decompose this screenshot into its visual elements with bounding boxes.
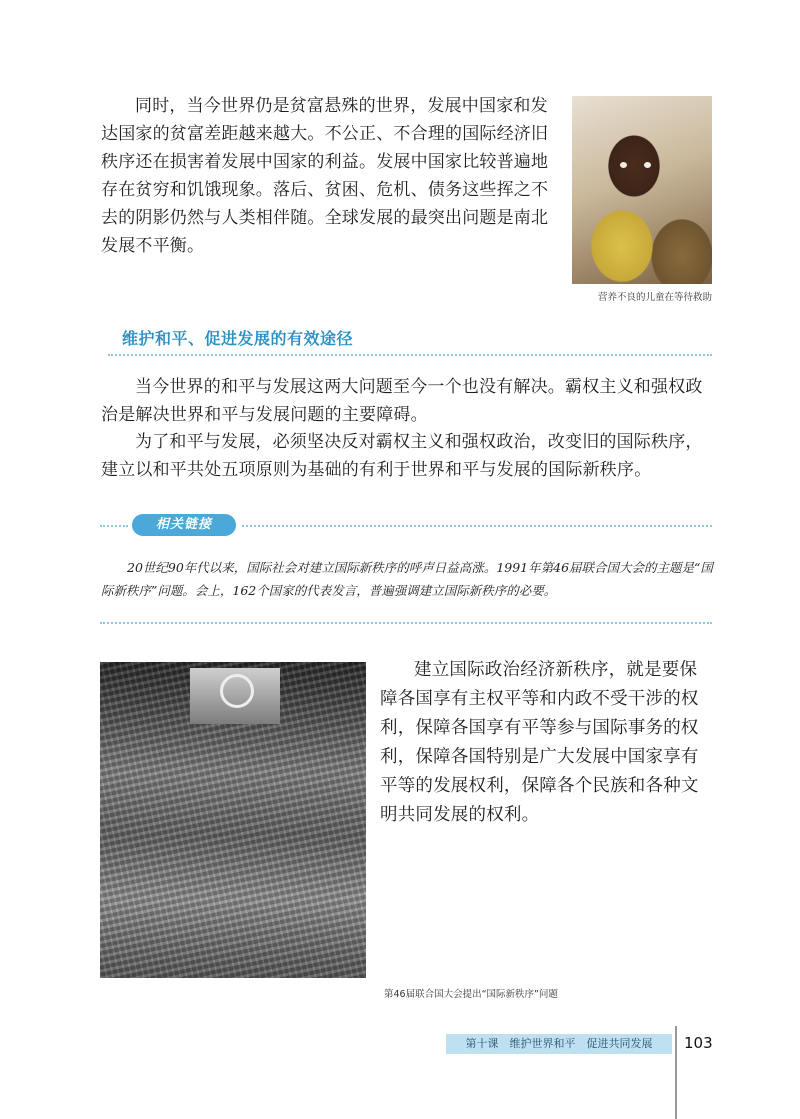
page-number: 103: [684, 1034, 713, 1052]
paragraph-peace-development: [101, 373, 713, 429]
chapter-footer: 第十课 维护世界和平 促进共同发展: [446, 1034, 672, 1054]
paragraph-text: 为了和平与发展，必须坚决反对霸权主义和强权政治，改变旧的国际秩序，建立以和平共处五项原则为基础的有利于世界和平与发展的国际新秩序。: [101, 432, 703, 480]
section-heading: 维护和平、促进发展的有效途径: [122, 329, 354, 348]
paragraph-text: 同时，当今世界仍是贫富悬殊的世界，发展中国家和发达国家的贫富差距越来越大。不公正、不合理的国际经济旧秩序还在损害着发展中国家的利益。发展中国家比较普遍地存在贫穷和饥饿现象。落后、贫困、危机、债务这些挥之不去的阴影仍然与人类相伴随。全球发展的最突出问题是南北发展不平衡。: [101, 96, 549, 256]
paragraph-new-order: [101, 428, 713, 484]
un-emblem-icon: [220, 674, 254, 708]
dotted-divider: [108, 354, 712, 356]
malnourished-child-photo: [572, 96, 712, 284]
dotted-divider: [100, 525, 128, 527]
photo-detail: [644, 162, 651, 168]
dotted-divider: [100, 622, 712, 624]
child-photo-caption: 营养不良的儿童在等待救助: [597, 292, 712, 303]
paragraph-new-order-meaning: [380, 656, 714, 830]
related-link-text: [101, 556, 713, 602]
dotted-divider: [242, 525, 712, 527]
un-photo-caption: 第46届联合国大会提出“国际新秩序”问题: [384, 989, 558, 1000]
paragraph-text: 当今世界的和平与发展这两大问题至今一个也没有解决。霸权主义和强权政治是解决世界和平与发展问题的主要障碍。: [101, 377, 703, 425]
paragraph-text: 20世纪90年代以来，国际社会对建立国际新秩序的呼声日益高涨。1991年第46届联合国大会的主题是“国际新秩序”问题。会上，162个国家的代表发言，普遍强调建立国际新秩序的必要。: [101, 560, 713, 598]
footer-divider: [675, 1026, 677, 1119]
photo-detail: [620, 162, 627, 168]
un-general-assembly-photo: [100, 662, 366, 978]
paragraph-poverty-gap: [101, 92, 563, 260]
related-link-badge: 相关链接: [132, 514, 236, 536]
paragraph-text: 建立国际政治经济新秩序，就是要保障各国享有主权平等和内政不受干涉的权利，保障各国享有平等参与国际事务的权利，保障各国特别是广大发展中国家享有平等的发展权利，保障各个民族和各种文明共同发展的权利。: [380, 660, 699, 825]
